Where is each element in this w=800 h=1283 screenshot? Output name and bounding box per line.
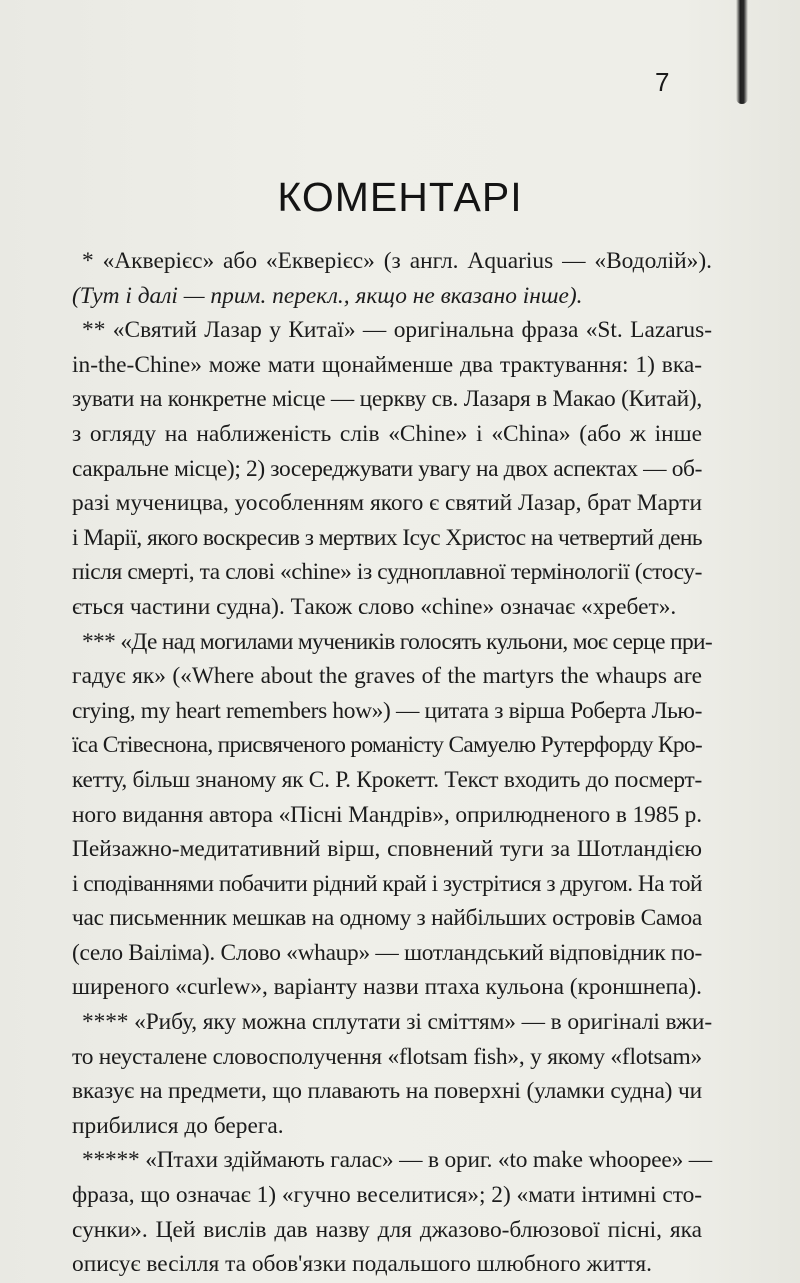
note-5 <box>72 1143 713 1281</box>
note-2-line-8: після смерті, та слові «chine» із судноплавної термінології (стосу- <box>72 559 703 586</box>
note-2-line-6: разі мученицва, уособленням якого є святий Лазар, брат Марти <box>72 490 703 517</box>
note-5-line-3: сунки». Цей вислів дав назву для джазово-блюзової пісні, яка <box>72 1216 702 1243</box>
note-4-line-4: прибилися до берега. <box>72 1112 284 1139</box>
note-2-line-5: сакральне місце); 2) зосереджувати увагу на двох аспектах — об- <box>72 455 702 482</box>
note-3-line-5: кетту, більш знаному як С. Р. Крокетт. Текст входить до посмерт- <box>72 766 702 793</box>
note-3 <box>72 625 712 1006</box>
note-1-line-1: * «Акверієс» або «Екверієс» (з англ. Aquarius — «Водолій»). <box>82 248 712 274</box>
note-3-line-1: *** «Де над могилами мучеників голосять кульони, моє серце при- <box>82 628 712 655</box>
note-2-line-4: з огляду на наближеність слів «Chine» і «China» (або ж інше <box>72 420 702 447</box>
note-3-line-8: і сподіваннями побачити рідний край і зустрітися з другом. На той <box>72 870 703 897</box>
note-2-line-3: зувати на конкретне місце — церкву св. Лазаря в Макао (Китай), <box>72 386 703 413</box>
note-5-line-2: фраза, що означає 1) «гучно веселитися»; 2) «мати інтимні сто- <box>72 1182 703 1209</box>
page-title: КОМЕНТАРІ <box>277 174 523 220</box>
note-5-line-4: описує весілля та обов'язки подальшого шлюбного життя. <box>72 1251 652 1278</box>
note-2-line-1: ** «Святий Лазар у Китаї» — оригінальна фраза «St. Lazarus- <box>82 317 712 344</box>
note-4-line-3: вказує на предмети, що плавають на поверхні (уламки судна) чи <box>72 1078 702 1105</box>
note-2-line-7: і Марії, якого воскресив з мертвих Ісус Христос на четвертий день <box>72 524 703 551</box>
note-3-line-11: ширеного «curlew», варіанту назви птаха кульона (кроншнепа). <box>72 974 703 1001</box>
note-4 <box>72 1005 713 1143</box>
note-3-line-4: їса Стівеснона, присвяченого романісту Самуелю Рутерфорду Кро- <box>72 732 702 759</box>
note-3-line-2: гадує як» («Where about the graves of the martyrs the whaups are <box>72 663 702 690</box>
note-2-line-2: in-the-Chine» може мати щонайменше два трактування: 1) вка- <box>72 351 702 378</box>
note-4-line-1: **** «Рибу, яку можна сплутати зі сміттям» — в оригіналі вжи- <box>82 1009 713 1036</box>
note-2-line-9: ється частини судна). Також слово «chine» означає «хребет». <box>72 593 677 620</box>
page-edge-shadow <box>736 0 748 104</box>
note-3-line-6: ного видання автора «Пісні Мандрів», оприлюдненого в 1985 р. <box>72 801 702 828</box>
notes-body <box>72 244 713 1282</box>
note-5-line-1: ***** «Птахи здіймають галас» — в ориг. «to make whoopee» — <box>82 1147 713 1174</box>
note-1 <box>72 244 712 313</box>
note-1-line-2: (Тут і далі — прим. перекл., якщо не вказано інше). <box>72 282 583 309</box>
note-2 <box>72 313 712 624</box>
note-3-line-10: (село Ваіліма). Слово «whaup» — шотландський відповідник по- <box>72 939 703 966</box>
note-3-line-3: crying, my heart remembers how») — цитата з вірша Роберта Лью- <box>72 697 703 724</box>
page-number: 7 <box>655 67 670 97</box>
note-4-line-2: то неусталене словосполучення «flotsam fish», у якому «flotsam» <box>72 1043 702 1070</box>
note-3-line-9: час письменник мешкав на одному з найбільших островів Самоа <box>72 905 703 932</box>
note-3-line-7: Пейзажно-медитативний вірш, сповнений туги за Шотландією <box>72 836 702 863</box>
